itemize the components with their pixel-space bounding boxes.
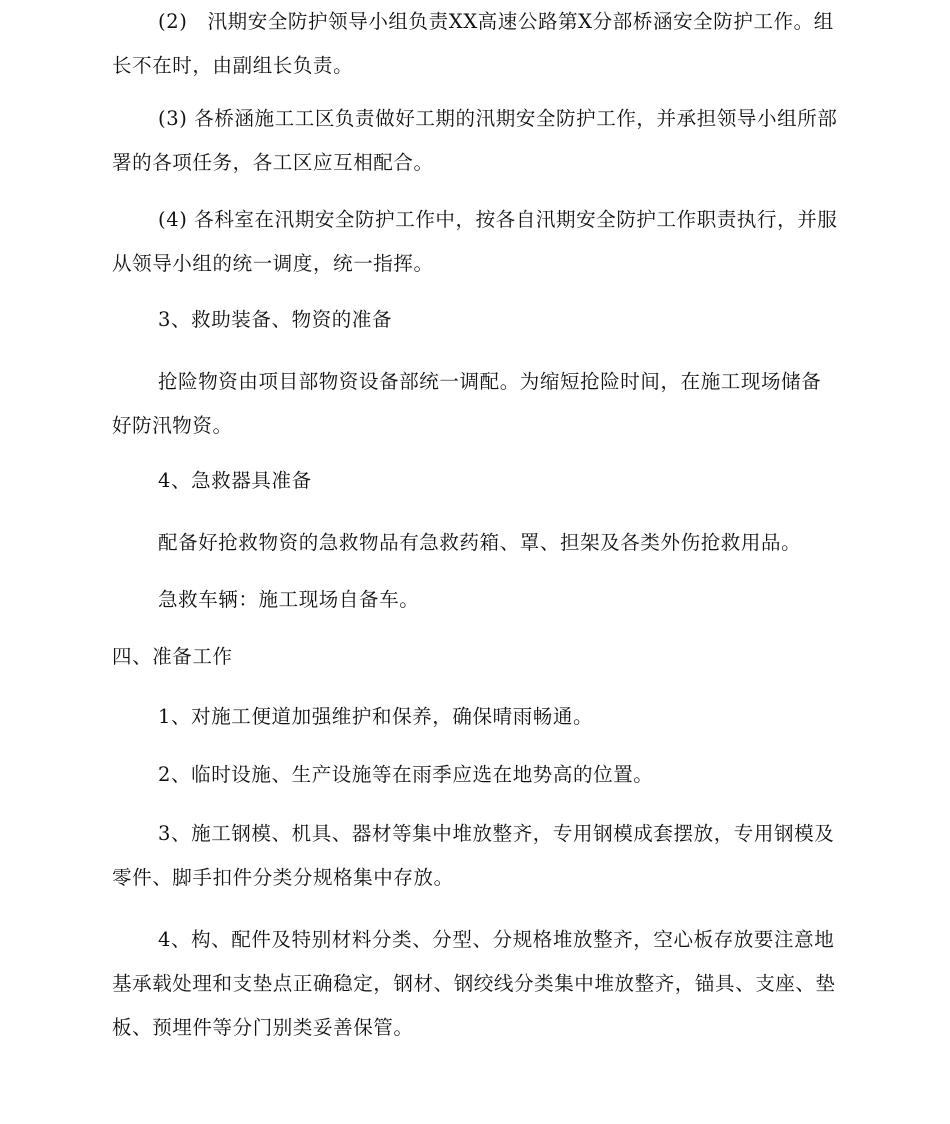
paragraph-first-aid-items: 配备好抢救物资的急救物品有急救药箱、罩、担架及各类外伤抢救用品。 [158,531,802,554]
paragraph-emergency-supplies: 抢险物资由项目部物资设备部统一调配。为缩短抢险时间，在施工现场储备好防汛物资。 [112,370,822,437]
paragraph-work-zones: (3) 各桥涵施工工区负责做好工期的汛期安全防护工作，并承担领导小组所部署的各项任务，各工区应互相配合。 [112,107,838,174]
paragraph-temporary-facilities: 2、临时设施、生产设施等在雨季应选在地势高的位置。 [158,763,654,786]
heading-preparation: 四、准备工作 [112,645,233,668]
paragraph-access-road: 1、对施工便道加强维护和保养，确保晴雨畅通。 [158,705,594,728]
paragraph-departments: (4) 各科室在汛期安全防护工作中，按各自汛期安全防护工作职责执行，并服从领导小组的统一调度，统一指挥。 [112,208,838,275]
paragraph-leadership-group: (2) 汛期安全防护领导小组负责XX高速公路第X分部桥涵安全防护工作。组长不在时，由副组长负责。 [112,10,834,77]
paragraph-ambulance: 急救车辆：施工现场自备车。 [158,588,420,611]
heading-rescue-equipment: 3、救助装备、物资的准备 [158,308,393,331]
heading-first-aid: 4、急救器具准备 [158,469,312,492]
paragraph-steel-molds: 3、施工钢模、机具、器材等集中堆放整齐，专用钢模成套摆放，专用钢模及零件、脚手扣件分类分规格集中存放。 [112,822,835,889]
paragraph-components-storage: 4、构、配件及特别材料分类、分型、分规格堆放整齐，空心板存放要注意地基承载处理和支垫点正确稳定，钢材、钢绞线分类集中堆放整齐，锚具、支座、垫板、预埋件等分门别类妥善保管。 [112,928,836,1039]
